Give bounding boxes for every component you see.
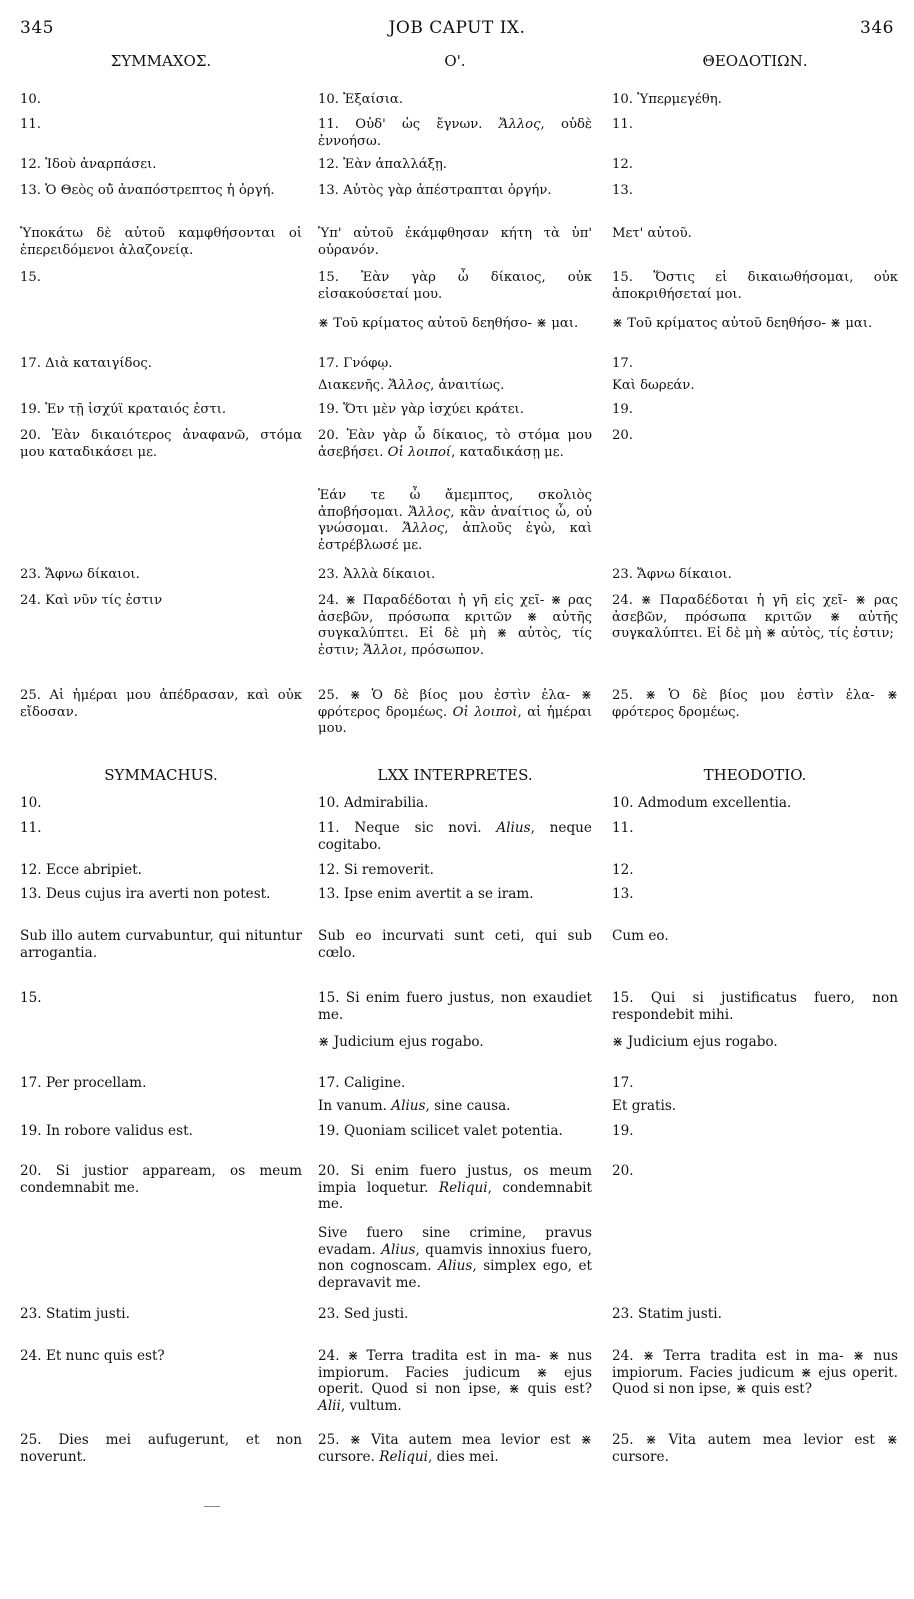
- verse-text: 24. ⋇ Παραδέδοται ἡ γῆ εἰς χεῖ- ⋇ ρας ἀσεβῶν, πρόσωπα κριτῶν ⋇ αὐτῆς συγκαλύπτει. Εἰ δὲ μὴ ⋇ αὐτὸς, τίς ἐστιν;: [612, 593, 898, 641]
- theodotion-cell: [612, 886, 898, 903]
- verse-text: 19. Ὅτι μὲν γὰρ ἰσχύει κράτει.: [318, 402, 524, 417]
- theodotion-cell: [612, 1034, 898, 1051]
- verse-text: 25. ⋇ Vita autem mea levior est ⋇ cursore.: [318, 1432, 592, 1465]
- verse-text: 20. Si enim fuero justus, os meum impia loquetur.: [318, 1163, 592, 1196]
- verse-text: , neque cogitabo.: [318, 820, 592, 853]
- verse-text: Μετ' αὐτοῦ.: [612, 226, 692, 241]
- verse-text: 25. ⋇ Ὁ δὲ βίος μου ἐστὶν ἐλα- ⋇ φρότερος δρομέως.: [318, 688, 592, 720]
- symmachus-cell: [20, 567, 302, 584]
- verse-text: 12. Ἰδοὺ ἀναρπάσει.: [20, 157, 157, 172]
- italic-attribution: Ἄλλος: [498, 117, 541, 132]
- verse-text: 25. Dies mei aufugerunt, et non noverunt.: [20, 1432, 302, 1465]
- verse-text: 23. Ἄφνω δίκαιοι.: [20, 567, 140, 582]
- theodotion-cell: [612, 1306, 898, 1323]
- lxx-cell: [318, 1098, 592, 1115]
- verse-text: In vanum.: [318, 1098, 392, 1114]
- theodotion-cell: [612, 92, 898, 109]
- symmachus-cell: [20, 820, 302, 837]
- verse-text: 11. Οὐδ' ὡς ἔγνων.: [318, 117, 499, 132]
- lxx-cell: [318, 1306, 592, 1323]
- lxx-cell: [318, 1123, 592, 1140]
- theodotion-cell: [612, 990, 898, 1023]
- symmachus-cell: [20, 886, 302, 903]
- lxx-cell: [318, 593, 592, 659]
- verse-text: ⋇ Τοῦ κρίματος αὐτοῦ δεηθήσο- ⋇ μαι.: [612, 316, 873, 331]
- running-head: [20, 18, 894, 42]
- verse-text: 13.: [612, 183, 633, 198]
- lxx-cell: [318, 990, 592, 1023]
- theodotion-cell: [612, 356, 898, 373]
- lxx-cell: [318, 820, 592, 853]
- theodotion-cell: [612, 1123, 898, 1140]
- verse-text: 13.: [612, 886, 634, 902]
- verse-text: , πρόσωπον.: [402, 642, 485, 658]
- lxx-cell: [318, 226, 592, 259]
- verse-text: 17. Caligine.: [318, 1075, 406, 1091]
- verse-text: , sine causa.: [425, 1098, 511, 1114]
- verse-text: 23. Ἄφνω δίκαιοι.: [612, 567, 732, 582]
- verse-text: 23. Ἀλλὰ δίκαιοι.: [318, 567, 436, 582]
- italic-attribution: Alius: [496, 820, 531, 836]
- italic-attribution: Οἱ λοιποί: [387, 444, 452, 460]
- verse-text: , κἂν ἀναίτιος ὦ, οὐ γνώσομαι.: [318, 504, 592, 536]
- theodotion-cell: [612, 928, 898, 945]
- verse-text: 15. Si enim fuero justus, non exaudiet me.: [318, 990, 592, 1023]
- verse-text: 24. Καὶ νῦν τίς ἐστιν: [20, 593, 163, 608]
- symmachus-cell: [20, 356, 302, 373]
- verse-text: Sive fuero sine crimine, pravus evadam.: [318, 1225, 592, 1258]
- theodotion-cell: [612, 1348, 898, 1398]
- verse-text: 25. ⋇ Vita autem mea levior est ⋇ cursore.: [612, 1432, 898, 1465]
- verse-text: 17. Γνόφῳ.: [318, 356, 393, 371]
- italic-attribution: Alius: [391, 1098, 426, 1114]
- theodotion-cell: [612, 1163, 898, 1180]
- theodotion-cell: [612, 378, 898, 395]
- lxx-cell: [318, 928, 592, 961]
- verse-text: 20. Ἐὰν γὰρ ὦ δίκαιος, τὸ στόμα μου ἀσεβήσει.: [318, 428, 592, 460]
- theodotion-cell: [612, 795, 898, 812]
- symmachus-cell: [20, 1432, 302, 1465]
- theodotion-cell: [612, 1098, 898, 1115]
- symmachus-cell: [20, 1123, 302, 1140]
- verse-text: Ὑποκάτω δὲ αὐτοῦ καμφθήσονται οἱ ἐπερειδόμενοι ἀλαζονείᾳ.: [20, 226, 302, 258]
- verse-text: , οὐδὲ ἐννοήσω.: [318, 117, 592, 149]
- heading-symmachus-greek: ΣΥΜΜΑΧΟΣ.: [110, 52, 212, 70]
- verse-text: 24. ⋇ Terra tradita est in ma- ⋇ nus impiorum. Facies judicum ⋇ ejus operit. Quod si non ipse, ⋇ quis est?: [318, 1348, 592, 1397]
- lxx-cell: [318, 428, 592, 461]
- verse-text: 19. Quoniam scilicet valet potentia.: [318, 1123, 563, 1139]
- verse-text: 19. In robore validus est.: [20, 1123, 193, 1139]
- lxx-cell: [318, 1432, 592, 1465]
- verse-text: , dies mei.: [428, 1448, 499, 1465]
- verse-text: 11. Neque sic novi.: [318, 820, 497, 836]
- theodotion-cell: [612, 117, 898, 134]
- theodotion-cell: [612, 183, 898, 200]
- lxx-cell: [318, 270, 592, 303]
- lxx-cell: [318, 157, 592, 174]
- verse-text: 19. Ἐν τῇ ἰσχύϊ κραταιός ἐστι.: [20, 402, 227, 417]
- lxx-cell: [318, 1348, 592, 1414]
- verse-text: 13. Αὐτὸς γὰρ ἀπέστραπται ὀργήν.: [318, 183, 552, 198]
- theodotion-cell: [612, 402, 898, 419]
- heading-symmachus-latin: SYMMACHUS.: [104, 766, 218, 784]
- verse-text: ⋇ Judicium ejus rogabo.: [318, 1034, 484, 1050]
- italic-attribution: Alius: [381, 1241, 416, 1258]
- verse-text: 15. Qui si justificatus fuero, non respondebit mihi.: [612, 990, 898, 1023]
- symmachus-cell: [20, 990, 302, 1007]
- symmachus-cell: [20, 157, 302, 174]
- heading-lxx-greek: Ο'.: [444, 52, 466, 70]
- theodotion-cell: [612, 567, 898, 584]
- verse-text: 15. Ὅστις εἰ δικαιωθήσομαι, οὐκ ἀποκριθήσεταί μοι.: [612, 270, 898, 302]
- lxx-cell: [318, 1163, 592, 1213]
- lxx-cell: [318, 1034, 592, 1051]
- verse-text: 23. Statim justi.: [612, 1306, 722, 1322]
- verse-text: , καταδικάσῃ με.: [451, 444, 564, 460]
- lxx-cell: [318, 862, 592, 879]
- heading-lxx-latin: LXX INTERPRETES.: [377, 766, 533, 784]
- theodotion-cell: [612, 1075, 898, 1092]
- verse-text: 17.: [612, 1075, 634, 1091]
- verse-text: , ἁπλοῦς ἐγὼ, καὶ ἐστρέβλωσέ με.: [318, 521, 592, 553]
- verse-text: 20.: [612, 1163, 634, 1179]
- verse-text: , ἀναιτίως.: [430, 378, 505, 393]
- verse-text: , vultum.: [340, 1397, 402, 1414]
- symmachus-cell: [20, 428, 302, 461]
- page-title: JOB CAPUT IX.: [388, 18, 526, 38]
- verse-text: 15. Ἐὰν γὰρ ὦ δίκαιος, οὐκ εἰσακούσεταί μου.: [318, 270, 592, 302]
- symmachus-cell: [20, 688, 302, 721]
- verse-text: 12.: [612, 862, 634, 878]
- italic-attribution: Reliqui: [438, 1179, 488, 1196]
- lxx-cell: [318, 402, 592, 419]
- theodotion-cell: [612, 316, 898, 333]
- page-number-right: 346: [860, 18, 894, 38]
- verse-text: 13. Ipse enim avertit a se iram.: [318, 886, 534, 902]
- verse-text: 12. Si removerit.: [318, 862, 434, 878]
- symmachus-cell: [20, 1163, 302, 1196]
- verse-text: 17.: [612, 356, 633, 371]
- verse-text: 10. Ὑπερμεγέθη.: [612, 92, 722, 107]
- lxx-cell: [318, 886, 592, 903]
- verse-text: 11.: [612, 820, 634, 836]
- lxx-cell: [318, 1075, 592, 1092]
- verse-text: 24. Et nunc quis est?: [20, 1348, 165, 1364]
- verse-text: 25. ⋇ Ὁ δὲ βίος μου ἐστὶν ἐλα- ⋇ φρότερος δρομέως.: [612, 688, 898, 720]
- verse-text: 19.: [612, 1123, 634, 1139]
- lxx-cell: [318, 567, 592, 584]
- verse-text: 17. Διὰ καταιγίδος.: [20, 356, 152, 371]
- verse-text: 25. Αἱ ἡμέραι μου ἀπέδρασαν, καὶ οὐκ εἴδοσαν.: [20, 688, 302, 720]
- verse-text: 13. Deus cujus ira averti non potest.: [20, 886, 271, 902]
- italic-attribution: Οἱ λοιποὶ: [452, 704, 518, 720]
- lxx-cell: [318, 488, 592, 554]
- symmachus-cell: [20, 1348, 302, 1365]
- lxx-cell: [318, 1225, 592, 1291]
- symmachus-cell: [20, 795, 302, 812]
- italic-attribution: Ἄλλος: [402, 521, 445, 536]
- heading-theodotion-latin: THEODOTIO.: [703, 766, 807, 784]
- italic-attribution: Alii: [318, 1397, 341, 1414]
- verse-text: ⋇ Judicium ejus rogabo.: [612, 1034, 778, 1050]
- verse-text: , condemnabit me.: [318, 1179, 592, 1212]
- verse-text: 12.: [612, 157, 633, 172]
- divider: [204, 1506, 220, 1507]
- symmachus-cell: [20, 1306, 302, 1323]
- theodotion-cell: [612, 1432, 898, 1465]
- verse-text: 23. Sed justi.: [318, 1306, 409, 1322]
- theodotion-cell: [612, 593, 898, 643]
- verse-text: ⋇ Τοῦ κρίματος αὐτοῦ δεηθήσο- ⋇ μαι.: [318, 316, 579, 331]
- symmachus-cell: [20, 226, 302, 259]
- verse-text: 10. Admodum excellentia.: [612, 795, 792, 811]
- italic-attribution: Reliqui: [379, 1448, 428, 1465]
- verse-text: 10. Admirabilia.: [318, 795, 429, 811]
- verse-text: , quamvis innoxius fuero, non cognoscam.: [318, 1241, 592, 1274]
- symmachus-cell: [20, 928, 302, 961]
- lxx-cell: [318, 117, 592, 150]
- lxx-cell: [318, 795, 592, 812]
- lxx-cell: [318, 378, 592, 395]
- page-number-left: 345: [20, 18, 54, 38]
- verse-text: 20. Ἐὰν δικαιότερος ἀναφανῶ, στόμα μου καταδικάσει με.: [20, 428, 302, 460]
- italic-attribution: Ἄλλοι: [363, 642, 403, 658]
- theodotion-cell: [612, 820, 898, 837]
- italic-attribution: Ἄλλος: [388, 378, 431, 393]
- symmachus-cell: [20, 92, 302, 109]
- verse-text: 19.: [612, 402, 633, 417]
- symmachus-cell: [20, 117, 302, 134]
- theodotion-cell: [612, 226, 898, 243]
- lxx-cell: [318, 688, 592, 738]
- verse-text: 10.: [20, 92, 41, 107]
- theodotion-cell: [612, 428, 898, 445]
- verse-text: 11.: [612, 117, 633, 132]
- symmachus-cell: [20, 1075, 302, 1092]
- verse-text: 12. Ecce abripiet.: [20, 862, 142, 878]
- symmachus-cell: [20, 402, 302, 419]
- symmachus-cell: [20, 593, 302, 610]
- verse-text: 15.: [20, 270, 41, 285]
- verse-text: 13. Ὁ Θεὸς οὐ̃ ἀναπόστρεπτος ἡ ὀργή.: [20, 183, 275, 198]
- verse-text: , simplex ego, et depravavit me.: [318, 1258, 592, 1291]
- verse-text: 24. ⋇ Παραδέδοται ἡ γῆ εἰς χεῖ- ⋇ ρας ἀσεβῶν, πρόσωπα κριτῶν ⋇ αὐτῆς συγκαλύπτει. Εἰ δὲ μὴ ⋇ αὐτὸς, τίς ἐστιν;: [318, 593, 592, 658]
- theodotion-cell: [612, 862, 898, 879]
- italic-attribution: Alius: [438, 1258, 473, 1274]
- heading-theodotion-greek: ΘΕΟΔΟΤΙΩΝ.: [702, 52, 808, 70]
- theodotion-cell: [612, 157, 898, 174]
- verse-text: Cum eo.: [612, 928, 669, 944]
- verse-text: 11.: [20, 820, 42, 836]
- verse-text: Καὶ δωρεάν.: [612, 378, 695, 393]
- verse-text: Ὑπ' αὐτοῦ ἐκάμφθησαν κήτη τὰ ὑπ' οὐρανόν.: [318, 226, 592, 258]
- verse-text: Et gratis.: [612, 1098, 677, 1114]
- lxx-cell: [318, 316, 592, 333]
- symmachus-cell: [20, 862, 302, 879]
- verse-text: 11.: [20, 117, 41, 132]
- lxx-cell: [318, 356, 592, 373]
- verse-text: 10.: [20, 795, 42, 811]
- theodotion-cell: [612, 688, 898, 721]
- verse-text: Sub illo autem curvabuntur, qui nituntur arrogantia.: [20, 928, 302, 961]
- verse-text: Ἐάν τε ὦ ἄμεμπτος, σκολιὸς ἀποβήσομαι.: [318, 488, 592, 520]
- verse-text: Διακενῆς.: [318, 378, 389, 393]
- symmachus-cell: [20, 183, 302, 200]
- verse-text: , αἱ ἡμέραι μου.: [318, 704, 592, 736]
- theodotion-cell: [612, 270, 898, 303]
- verse-text: 12. Ἐὰν ἀπαλλάξῃ.: [318, 157, 447, 172]
- lxx-cell: [318, 92, 592, 109]
- verse-text: Sub eo incurvati sunt ceti, qui sub cœlo.: [318, 928, 592, 961]
- symmachus-cell: [20, 270, 302, 287]
- verse-text: 23. Statim justi.: [20, 1306, 130, 1322]
- verse-text: 10. Ἐξαίσια.: [318, 92, 404, 107]
- verse-text: 15.: [20, 990, 42, 1006]
- verse-text: 17. Per procellam.: [20, 1075, 147, 1091]
- verse-text: 24. ⋇ Terra tradita est in ma- ⋇ nus impiorum. Facies judicum ⋇ ejus operit. Quod si non ipse, ⋇ quis est?: [612, 1348, 898, 1397]
- verse-text: 20.: [612, 428, 633, 443]
- verse-text: 20. Si justior appaream, os meum condemnabit me.: [20, 1163, 302, 1196]
- italic-attribution: Ἄλλος: [408, 504, 451, 520]
- lxx-cell: [318, 183, 592, 200]
